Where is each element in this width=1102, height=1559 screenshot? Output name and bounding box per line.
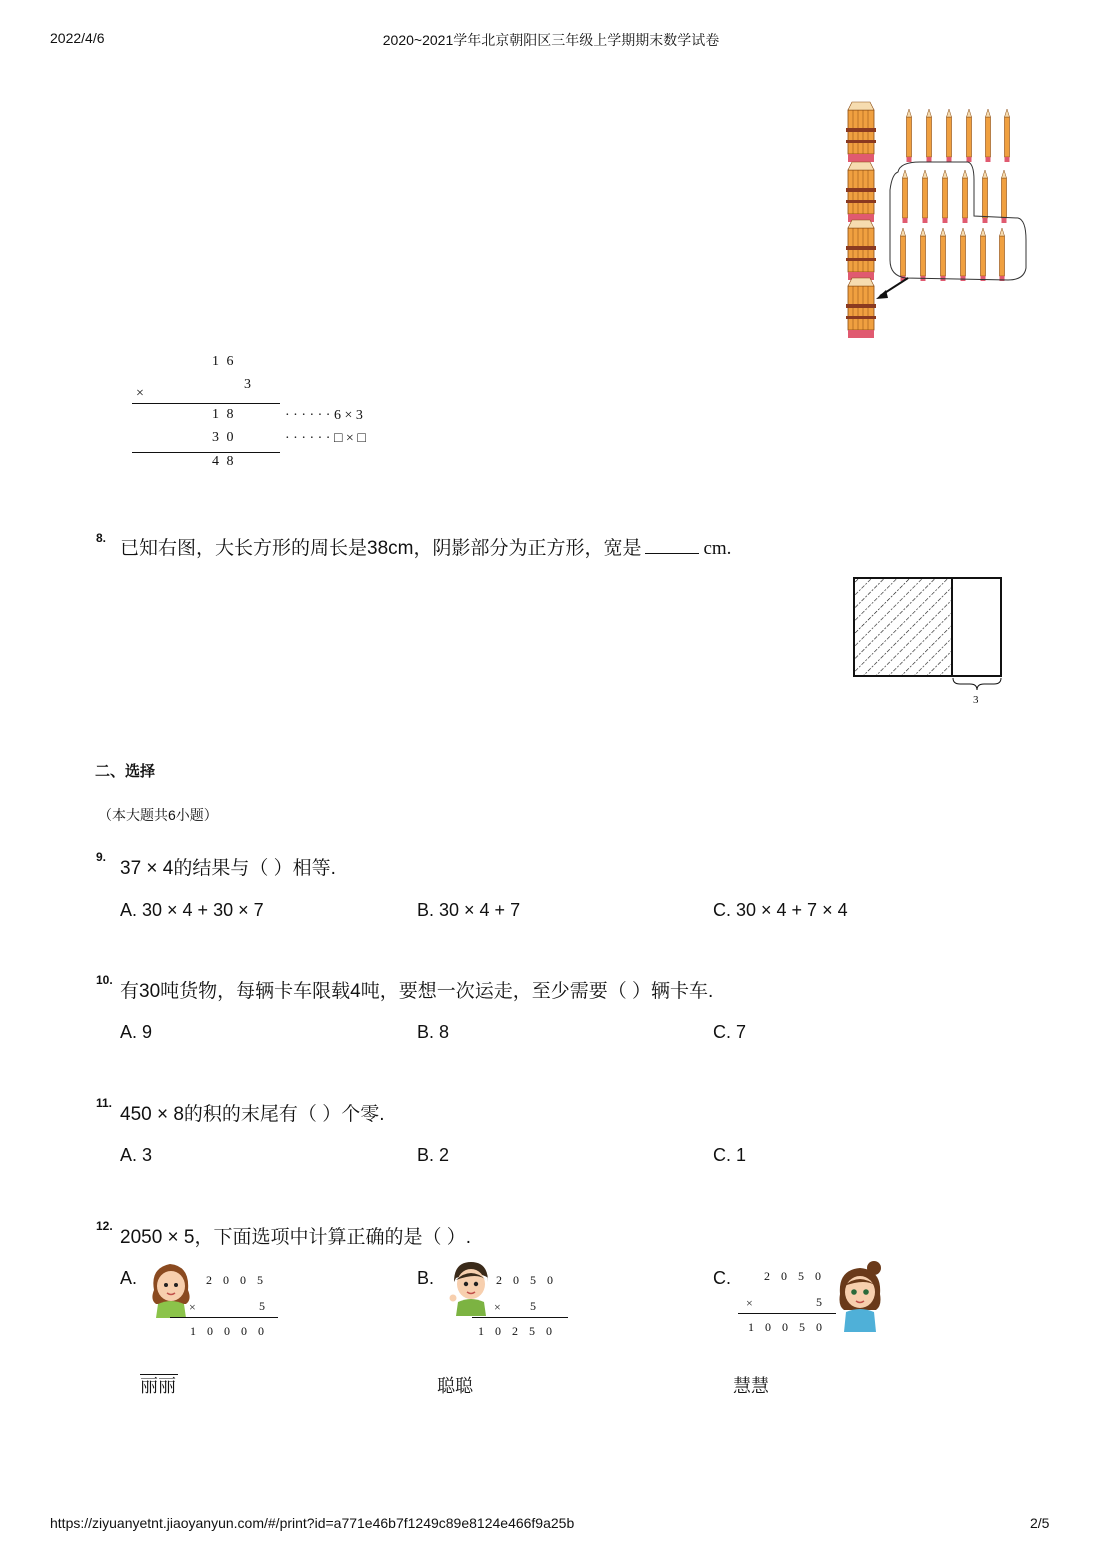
q12-a-top: 2005 <box>206 1273 274 1287</box>
q12-a-result: 10000 <box>190 1324 275 1338</box>
q12-c-mul: 5 <box>816 1295 833 1309</box>
q8-number: 8. <box>96 531 107 545</box>
q9-number: 9. <box>96 850 107 864</box>
q8-text <box>120 533 731 560</box>
calc-row4: 3 0 <box>212 430 236 445</box>
calc-line2 <box>132 452 280 453</box>
width-brace <box>953 678 1001 690</box>
q8-answer-blank <box>645 535 699 554</box>
calc-line1 <box>132 403 280 404</box>
q11-option-a[interactable]: A. 3 <box>120 1145 153 1165</box>
q11-option-b[interactable]: B. 2 <box>417 1145 450 1165</box>
q12-a-name-overline <box>140 1374 178 1375</box>
q8-text-b: cm. <box>703 538 732 559</box>
calc-times: × <box>136 386 144 401</box>
calc-note4: · · · · · · □ × □ <box>285 431 366 446</box>
q12-text: 2050 × 5，下面选项中计算正确的是（ ）. <box>120 1227 472 1248</box>
boy-congcong-avatar <box>448 1258 494 1316</box>
rectangle-diagram <box>850 574 1010 709</box>
q12-option-a-label[interactable]: A. <box>120 1268 138 1288</box>
q12-c-result: 10050 <box>748 1320 833 1334</box>
q12-b-line <box>472 1317 568 1318</box>
q12-option-b-label[interactable]: B. <box>417 1268 435 1288</box>
q11-number: 11. <box>96 1096 113 1110</box>
calc-row1: 1 6 <box>212 354 236 369</box>
q12-b-result: 10250 <box>478 1324 563 1338</box>
q8-text-a: 已知右图，大长方形的周长是38cm，阴影部分为正方形，宽是 <box>120 538 642 559</box>
section-note: （本大题共6小题） <box>98 807 218 823</box>
q12-c-top: 2050 <box>764 1269 832 1283</box>
calc-row3: 1 8 <box>212 407 236 422</box>
header-date: 2022/4/6 <box>50 30 105 46</box>
footer-url[interactable]: https://ziyuanyetnt.jiaoyanyun.com/#/print?id=a771e46b7f1249c89e8124e466f9a25b <box>50 1515 575 1531</box>
q12-a-line <box>170 1317 278 1318</box>
q10-option-b[interactable]: B. 8 <box>417 1022 450 1042</box>
brace-label: 3 <box>973 694 979 706</box>
pencil-bundles-illustration <box>840 100 1035 340</box>
q12-option-c-label[interactable]: C. <box>713 1268 731 1288</box>
q10-option-c[interactable]: C. 7 <box>713 1022 747 1042</box>
q12-b-name: 聪聪 <box>437 1376 473 1396</box>
q10-option-a[interactable]: A. 9 <box>120 1022 153 1042</box>
calc-note3: · · · · · · 6 × 3 <box>285 408 363 423</box>
header-title: 2020~2021学年北京朝阳区三年级上学期期末数学试卷 <box>382 32 720 48</box>
q12-c-line <box>738 1313 836 1314</box>
q12-b-mul: 5 <box>530 1299 547 1313</box>
q9-option-b[interactable]: B. 30 × 4 + 7 <box>417 900 521 920</box>
shaded-square <box>854 578 952 676</box>
calc-row2: 3 <box>244 377 251 392</box>
q10-number: 10. <box>96 973 113 987</box>
q12-a-mul: 5 <box>259 1299 276 1313</box>
q12-number: 12. <box>96 1219 113 1233</box>
q11-text: 450 × 8的积的末尾有（ ）个零. <box>120 1104 385 1125</box>
q12-b-top: 2050 <box>496 1273 564 1287</box>
girl-huihui-avatar <box>832 1260 888 1332</box>
q9-option-c[interactable]: C. 30 × 4 + 7 × 4 <box>713 900 848 920</box>
q12-b-times: × <box>494 1300 512 1314</box>
section-title: 二、选择 <box>95 763 156 780</box>
q12-c-times: × <box>746 1296 764 1310</box>
q9-text: 37 × 4的结果与（ ）相等. <box>120 858 336 879</box>
q12-c-name: 慧慧 <box>733 1376 769 1396</box>
calc-row5: 4 8 <box>212 454 236 469</box>
q11-option-c[interactable]: C. 1 <box>713 1145 747 1165</box>
q12-a-name: 丽丽 <box>140 1376 176 1396</box>
q10-text: 有30吨货物，每辆卡车限载4吨，要想一次运走，至少需要（ ）辆卡车. <box>120 981 714 1002</box>
footer-page-number: 2/5 <box>1030 1515 1050 1531</box>
q9-option-a[interactable]: A. 30 × 4 + 30 × 7 <box>120 900 264 920</box>
q12-a-times: × <box>189 1300 207 1314</box>
